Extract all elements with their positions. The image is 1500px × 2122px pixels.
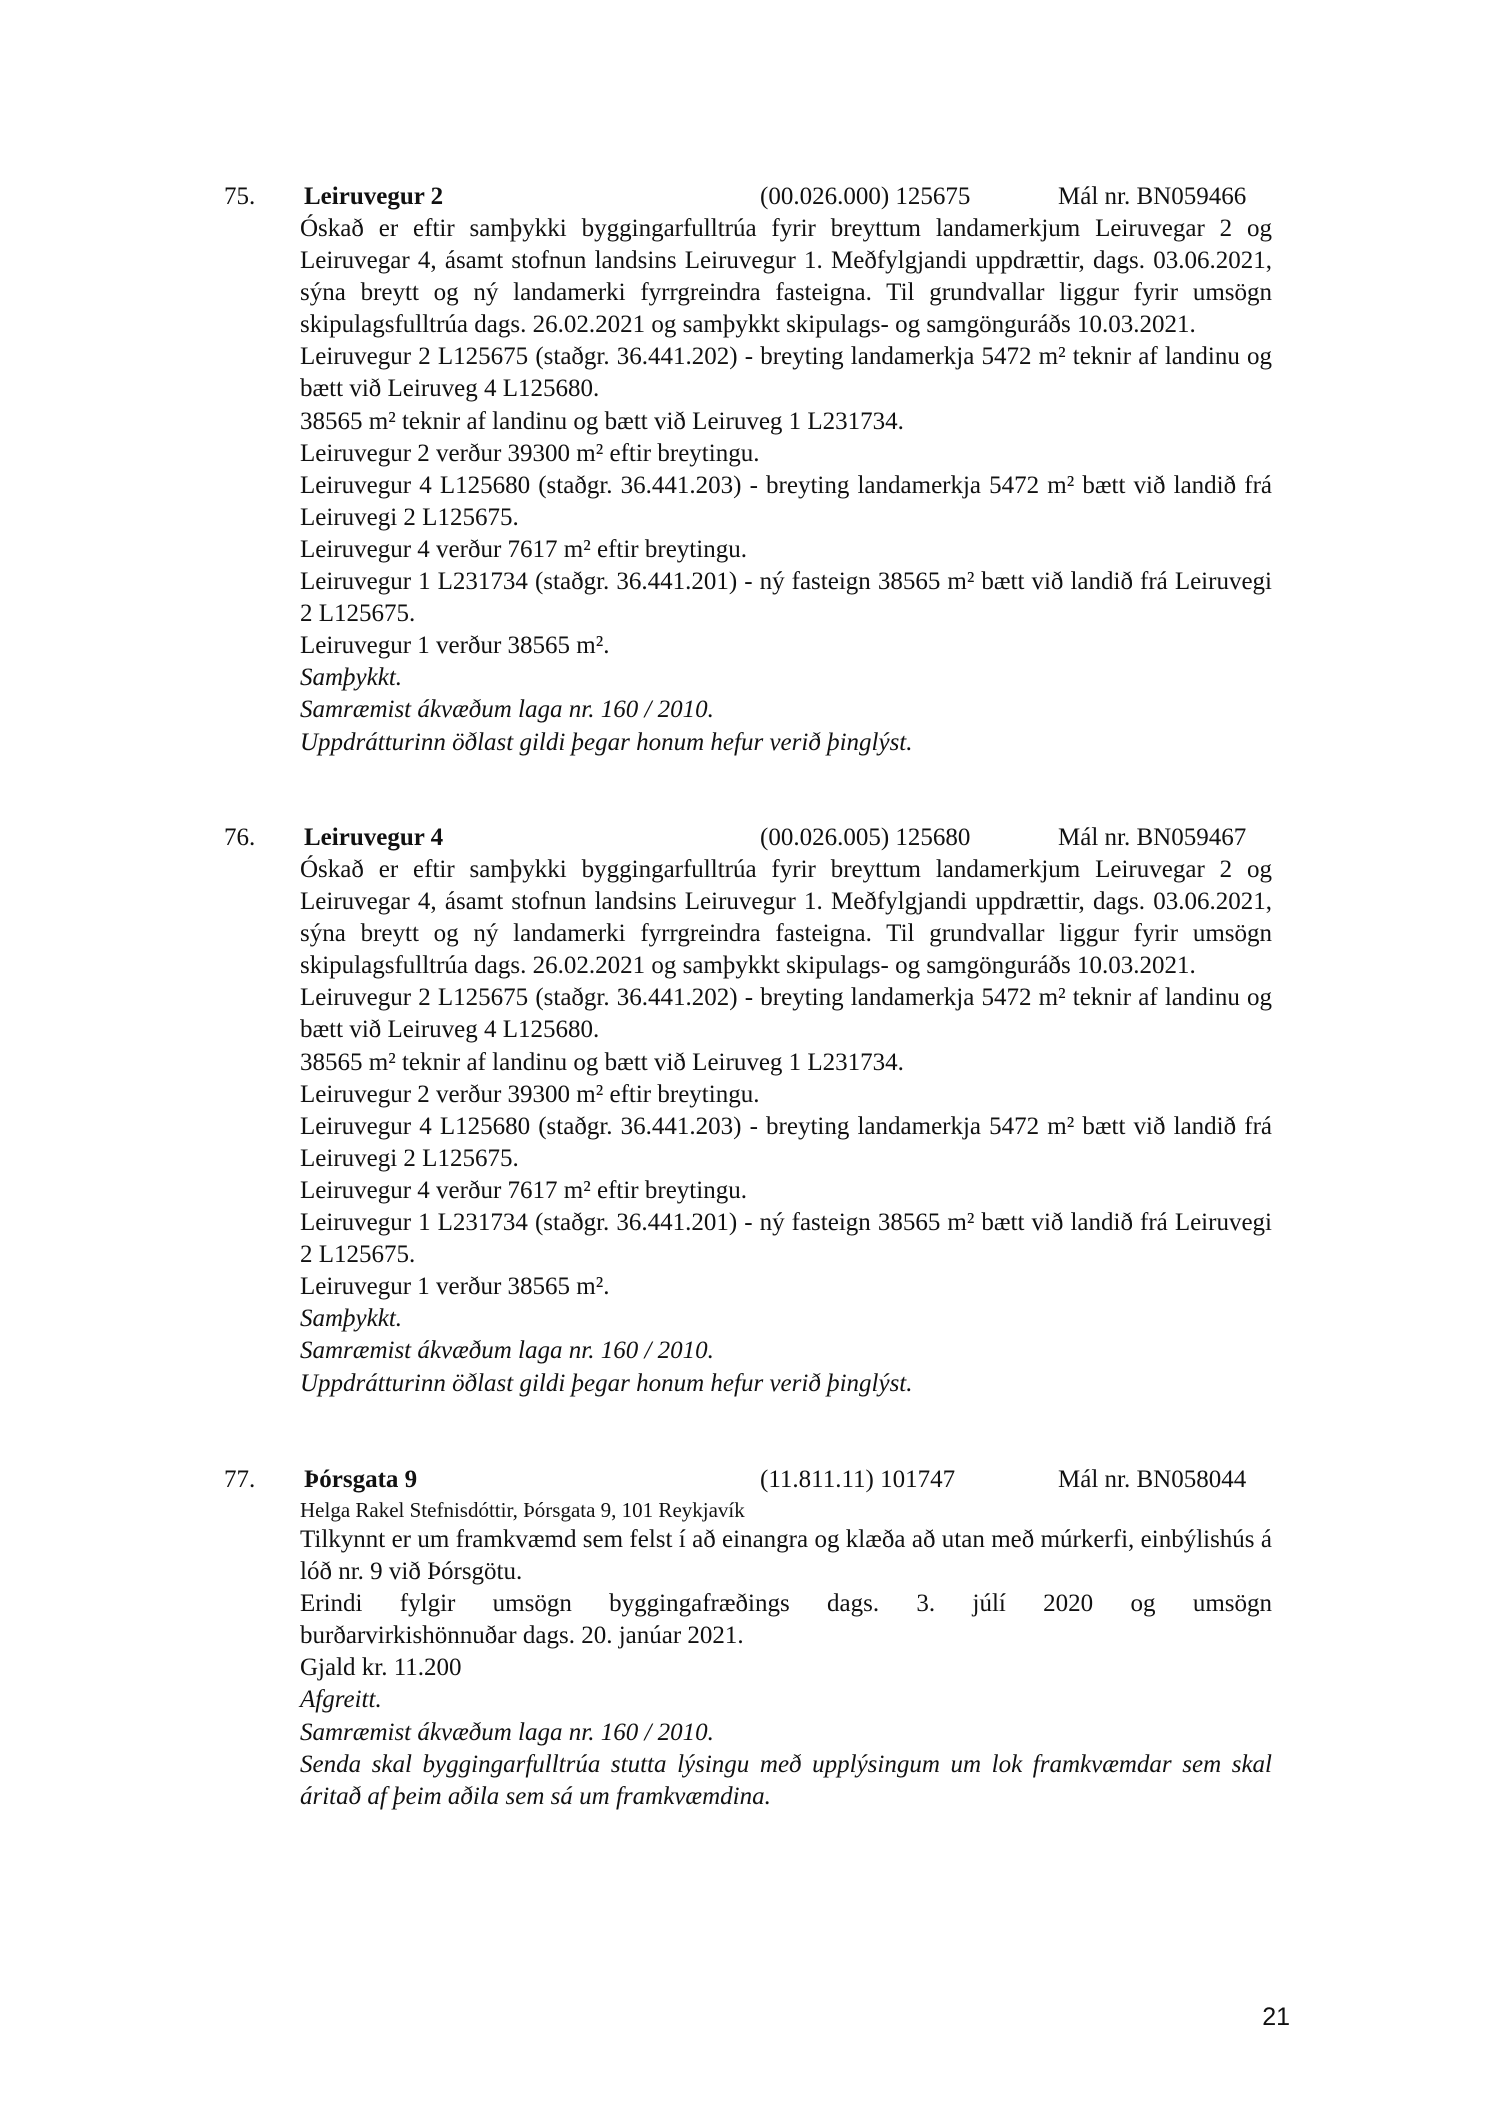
law-reference: Samræmist ákvæðum laga nr. 160 / 2010. [300,1337,714,1365]
item-lot-id: (00.026.000) 125675 [760,183,971,210]
detail-line: 38565 m² teknir af landinu og bætt við Leiruveg 1 L231734. [300,407,904,435]
item-address: Leiruvegur 4 [304,824,444,851]
detail-line: Leiruvegur 2 verður 39300 m² eftir breytingu. [300,439,760,467]
agenda-item-75 [224,181,1314,759]
item-body [300,1496,1272,1813]
agenda-item-76 [224,822,1314,1400]
item-number: 77. [224,1466,256,1493]
agenda-item-77 [224,1464,1314,1813]
item-number: 75. [224,183,256,210]
decision: Afgreitt. [300,1686,382,1714]
item-case-number: Mál nr. BN058044 [1058,1466,1247,1493]
applicant: Helga Rakel Stefnisdóttir, Þórsgata 9, 101 Reykjavík [300,1498,745,1522]
item-header [224,822,1314,854]
detail-line: Leiruvegur 2 L125675 (staðgr. 36.441.202) - breyting landamerkja 5472 m² teknir af landinu og bætt við Leiruveg 4 L125680. [300,343,1272,403]
item-case-number: Mál nr. BN059467 [1058,824,1247,851]
detail-line: Leiruvegur 1 verður 38565 m². [300,1273,610,1301]
law-reference: Samræmist ákvæðum laga nr. 160 / 2010. [300,1718,714,1746]
request-paragraph: Óskað er eftir samþykki byggingarfulltrúa fyrir breyttum landamerkjum Leiruvegar 2 og Leiruvegar 4, ásamt stofnun landsins Leiruvegur 1. Meðfylgjandi uppdrættir, dags. 03.06.2021, sýna breytt og ný landamerki fyrrgreindra fasteigna. Til grundvallar liggur fyrir umsögn skipulagsfulltrúa dags. 26.02.2021 og samþykkt skipulags- og samgönguráðs 10.03.2021. [300,856,1272,980]
page-number: 21 [1262,2003,1290,2031]
detail-line: Leiruvegur 4 L125680 (staðgr. 36.441.203) - breyting landamerkja 5472 m² bætt við landið frá Leiruvegi 2 L125675. [300,471,1272,531]
item-number: 76. [224,824,256,851]
request-paragraph: Óskað er eftir samþykki byggingarfulltrúa fyrir breyttum landamerkjum Leiruvegar 2 og Leiruvegar 4, ásamt stofnun landsins Leiruvegur 1. Meðfylgjandi uppdrættir, dags. 03.06.2021, sýna breytt og ný landamerki fyrrgreindra fasteigna. Til grundvallar liggur fyrir umsögn skipulagsfulltrúa dags. 26.02.2021 og samþykkt skipulags- og samgönguráðs 10.03.2021. [300,215,1272,339]
request-paragraph: Tilkynnt er um framkvæmd sem felst í að einangra og klæða að utan með múrkerfi, einbýlishús á lóð nr. 9 við Þórsgötu. [300,1526,1272,1586]
detail-line: Leiruvegur 2 verður 39300 m² eftir breytingu. [300,1080,760,1108]
note: Uppdrátturinn öðlast gildi þegar honum hefur verið þinglýst. [300,728,913,756]
detail-line: 38565 m² teknir af landinu og bætt við Leiruveg 1 L231734. [300,1048,904,1076]
law-reference: Samræmist ákvæðum laga nr. 160 / 2010. [300,696,714,724]
detail-line: Leiruvegur 4 verður 7617 m² eftir breytingu. [300,535,747,563]
note: Uppdrátturinn öðlast gildi þegar honum hefur verið þinglýst. [300,1369,913,1397]
attachment-line: burðarvirkishönnuðar dags. 20. janúar 2021. [300,1622,744,1650]
decision: Samþykkt. [300,664,403,692]
item-address: Þórsgata 9 [304,1466,418,1493]
detail-line: Leiruvegur 2 L125675 (staðgr. 36.441.202) - breyting landamerkja 5472 m² teknir af landinu og bætt við Leiruveg 4 L125680. [300,984,1272,1044]
attachment-line: Erindi fylgir umsögn byggingafræðings dags. 3. júlí 2020 og umsögn [300,1590,1272,1618]
item-body [300,213,1272,759]
item-body [300,854,1272,1400]
detail-line: Leiruvegur 1 L231734 (staðgr. 36.441.201) - ný fasteign 38565 m² bætt við landið frá Leiruvegi 2 L125675. [300,1209,1272,1269]
fee: Gjald kr. 11.200 [300,1654,462,1682]
detail-line: Leiruvegur 1 verður 38565 m². [300,632,610,660]
note: Senda skal byggingarfulltrúa stutta lýsingu með upplýsingum um lok framkvæmdar sem skal áritað af þeim aðila sem sá um framkvæmdina. [300,1750,1272,1810]
item-header [224,181,1314,213]
detail-line: Leiruvegur 1 L231734 (staðgr. 36.441.201) - ný fasteign 38565 m² bætt við landið frá Leiruvegi 2 L125675. [300,568,1272,628]
item-header [224,1464,1314,1496]
item-case-number: Mál nr. BN059466 [1058,183,1247,210]
decision: Samþykkt. [300,1305,403,1333]
detail-line: Leiruvegur 4 L125680 (staðgr. 36.441.203) - breyting landamerkja 5472 m² bætt við landið frá Leiruvegi 2 L125675. [300,1112,1272,1172]
detail-line: Leiruvegur 4 verður 7617 m² eftir breytingu. [300,1176,747,1204]
item-address: Leiruvegur 2 [304,183,444,210]
item-lot-id: (00.026.005) 125680 [760,824,971,851]
item-lot-id: (11.811.11) 101747 [760,1466,956,1493]
